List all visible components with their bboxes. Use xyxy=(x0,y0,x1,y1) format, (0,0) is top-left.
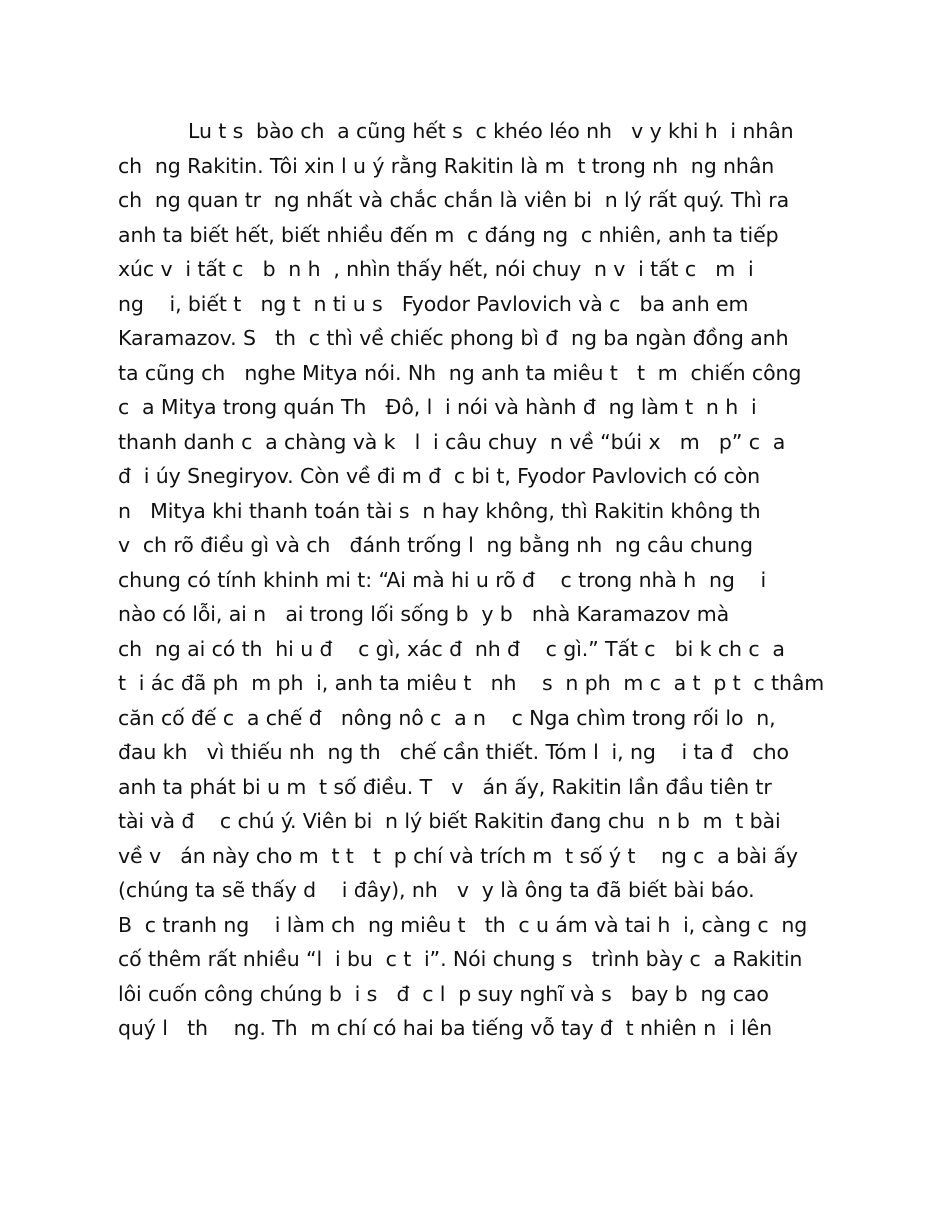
body-text xyxy=(118,114,825,1046)
text-line-26: lôi cuốn công chúng b i s đ c l p suy nghĩ và s bay b ng cao xyxy=(118,981,769,1006)
text-line-13: v ch rõ điều gì và ch đánh trống l ng bằng nh ng câu chung xyxy=(118,533,753,557)
text-line-5: xúc v i tất c b n h , nhìn thấy hết, nói chuy n v i tất c m i xyxy=(118,257,754,281)
text-line-19: đau kh vì thiếu nh ng th chế cần thiết. Tóm l i, ng i ta đ cho xyxy=(118,740,789,764)
text-line-10: thanh danh c a chàng và k l i câu chuy n về “búi x m p” c a xyxy=(118,429,786,454)
text-line-14: chung có tính khinh mi t: “Ai mà hi u rõ đ c trong nhà h ng i xyxy=(118,567,767,592)
text-line-22: về v án này cho m t t t p chí và trích m t số ý t ng c a bài ấy xyxy=(118,843,798,868)
text-line-11: đ i úy Snegiryov. Còn về đi m đ c bi t, Fyodor Pavlovich có còn xyxy=(118,464,761,488)
text-line-2: ch ng Rakitin. Tôi xin l u ý rằng Rakitin là m t trong nh ng nhân xyxy=(118,153,775,178)
text-line-3: ch ng quan tr ng nhất và chắc chắn là viên bi n lý rất quý. Thì ra xyxy=(118,188,790,212)
text-line-27: quý l th ng. Th m chí có hai ba tiếng vỗ tay đ t nhiên n i lên xyxy=(118,1016,772,1040)
text-line-24: B c tranh ng i làm ch ng miêu t th c u ám và tai h i, càng c ng xyxy=(118,912,808,937)
text-line-25: cố thêm rất nhiều “l i bu c t i”. Nói chung s trình bày c a Rakitin xyxy=(118,947,803,971)
text-line-17: t i ác đã ph m ph i, anh ta miêu t nh s n ph m c a t p t c thâm xyxy=(118,671,825,695)
text-line-21: tài và đ c chú ý. Viên bi n lý biết Rakitin đang chu n b m t bài xyxy=(118,809,781,833)
text-line-9: c a Mitya trong quán Th Đô, l i nói và hành đ ng làm t n h i xyxy=(118,395,757,419)
text-line-20: anh ta phát bi u m t số điều. T v án ấy, Rakitin lần đầu tiên tr xyxy=(118,774,772,799)
text-line-7: Karamazov. S th c thì về chiếc phong bì đ ng ba ngàn đồng anh xyxy=(118,326,789,350)
text-line-4: anh ta biết hết, biết nhiều đến m c đáng ng c nhiên, anh ta tiếp xyxy=(118,222,779,247)
text-line-16: ch ng ai có th hi u đ c gì, xác đ nh đ c gì.” Tất c bi k ch c a xyxy=(118,636,785,661)
text-line-18: căn cố đế c a chế đ nông nô c a n c Nga chìm trong rối lo n, xyxy=(118,705,776,730)
text-line-15: nào có lỗi, ai n ai trong lối sống b y b nhà Karamazov mà xyxy=(118,602,730,626)
text-line-1: Lu t s bào ch a cũng hết s c khéo léo nh v y khi h i nhân xyxy=(188,119,794,143)
text-line-8: ta cũng ch nghe Mitya nói. Nh ng anh ta miêu t t m chiến công xyxy=(118,360,802,385)
text-line-23: (chúng ta sẽ thấy d i đây), nh v y là ông ta đã biết bài báo. xyxy=(118,878,755,902)
text-line-12: n Mitya khi thanh toán tài s n hay không, thì Rakitin không th xyxy=(118,498,761,523)
text-line-6: ng i, biết t ng t n ti u s Fyodor Pavlovich và c ba anh em xyxy=(118,291,749,316)
